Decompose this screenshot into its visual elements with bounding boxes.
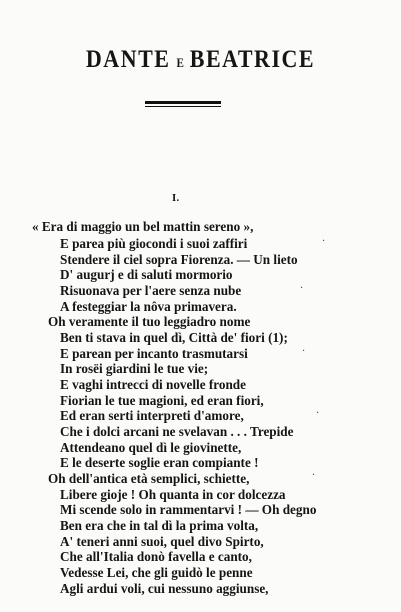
poem-line: E parea più giocondi i suoi zaffiri [60,236,248,251]
margin-speck: · [302,346,306,357]
poem-line: Libere gioje ! Oh quanta in cor dolcezza [60,487,286,502]
title-rule [145,101,221,104]
poem-line: « Era di maggio un bel mattin sereno », [32,219,254,234]
margin-speck: · [312,470,316,481]
poem-line: Oh dell'antica età semplici, schiette, [48,471,250,486]
poem-line: E le deserte soglie eran compiante ! [60,455,259,470]
poem-line: A festeggiar la nôva primavera. [60,299,237,314]
title-dante: DANTE [85,44,171,73]
margin-speck: · [316,408,320,419]
poem-line: E parean per incanto trasmutarsi [60,346,248,361]
poem-line: D' augurj e di saluti mormorio [60,267,233,282]
section-number: I. [172,194,180,204]
poem-line: Fiorian le tue magioni, ed eran fiori, [60,393,264,408]
poem-line: Che all'Italia donò favella e canto, [60,549,252,564]
poem-line: Vedesse Lei, che gli guidò le penne [60,565,253,580]
poem-line: Oh veramente il tuo leggiadro nome [48,314,251,329]
poem-line: Risuonava per l'aere senza nube [60,283,242,298]
poem-line: Agli ardui voli, cui nessuno aggiunse, [60,581,269,596]
poem-line: Attendeano quel dì le giovinette, [60,440,242,455]
poem-line: Che i dolci arcani ne svelavan . . . Trepide [60,424,294,439]
poem-line: E vaghi intrecci di novelle fronde [60,377,246,392]
poem-line: Ben ti stava in quel dì, Città de' fiori (1); [60,330,288,345]
poem-line: Mi scende solo in rammentarvi ! — Oh degno [60,502,317,517]
title-conjunction: E [176,56,184,71]
poem-line: In rosëi giardini le tue vie; [60,361,209,376]
poem-line: A' teneri anni suoi, quel divo Spirto, [60,534,264,549]
poem-line: Ed eran serti interpreti d'amore, [60,408,244,423]
page-title [0,44,401,74]
title-beatrice: BEATRICE [189,44,316,73]
margin-speck: · [300,283,304,294]
poem-line: Ben era che in tal dì la prima volta, [60,518,259,533]
margin-speck: · [322,236,326,247]
poem-line: Stendere il ciel sopra Fiorenza. — Un lieto [60,252,298,267]
